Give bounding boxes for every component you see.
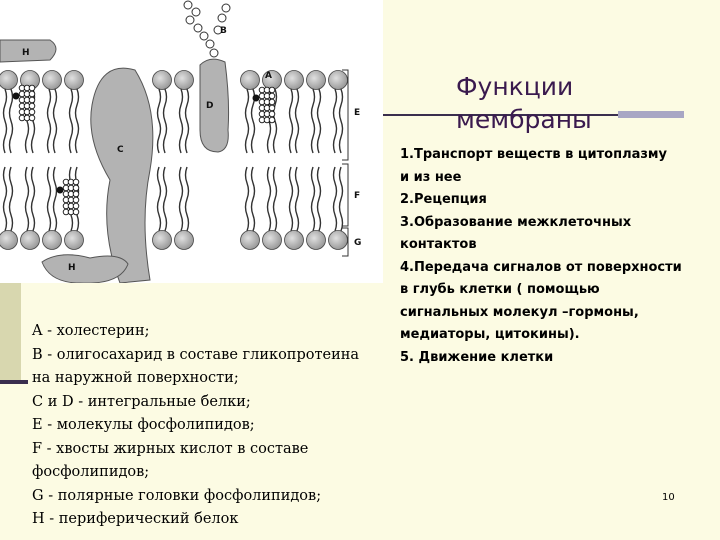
label-a: A xyxy=(265,71,272,81)
slide-title xyxy=(456,70,676,136)
cholesterol-ring xyxy=(29,109,35,115)
fatty-acid-tail xyxy=(54,89,57,153)
functions-line: 3.Образование межклеточных xyxy=(400,214,632,230)
fatty-acid-tail xyxy=(318,167,321,231)
label-d: D xyxy=(206,101,214,111)
fatty-acid-tail xyxy=(158,89,161,153)
phospholipid-head xyxy=(241,71,260,90)
label-g: G xyxy=(354,238,362,248)
fatty-acid-tail xyxy=(334,89,337,153)
fatty-acid-tail xyxy=(180,167,183,231)
fatty-acid-tail xyxy=(48,167,51,231)
fatty-acid-tail xyxy=(186,167,189,231)
fatty-acid-tail xyxy=(76,89,79,153)
fatty-acid-tail xyxy=(290,89,293,153)
legend-line: на наружной поверхности; xyxy=(32,370,239,386)
fatty-acid-tail xyxy=(4,89,7,153)
cholesterol-head xyxy=(253,95,260,102)
phospholipid-head xyxy=(175,231,194,250)
legend-line: C и D - интегральные белки; xyxy=(32,393,251,410)
fatty-acid-tail xyxy=(318,89,321,153)
fatty-acid-tail xyxy=(54,167,57,231)
olive-accent-block xyxy=(0,283,21,383)
legend-line: фосфолипидов; xyxy=(32,464,150,480)
functions-line: 2.Рецепция xyxy=(400,192,487,207)
phospholipid-head xyxy=(153,71,172,90)
cholesterol-ring xyxy=(29,85,35,91)
fatty-acid-tail xyxy=(32,167,35,231)
phospholipid-head xyxy=(43,71,62,90)
cholesterol-ring xyxy=(73,203,79,209)
functions-line: в глубь клетки ( помощью xyxy=(400,282,600,297)
left-accent-line xyxy=(0,380,28,384)
fatty-acid-tail xyxy=(180,89,183,153)
phospholipid-head xyxy=(285,231,304,250)
cholesterol-ring xyxy=(73,209,79,215)
phospholipid-head xyxy=(43,231,62,250)
cholesterol-ring xyxy=(29,103,35,109)
label-h-top: H xyxy=(22,48,30,58)
phospholipid-head xyxy=(329,71,348,90)
phospholipid-head xyxy=(0,71,18,90)
cholesterol-ring xyxy=(269,105,275,111)
label-e: E xyxy=(354,108,361,118)
label-c: C xyxy=(117,145,124,155)
cholesterol-head xyxy=(57,187,64,194)
diagram-legend xyxy=(32,320,384,532)
label-b: B xyxy=(220,26,227,36)
cholesterol-ring xyxy=(29,97,35,103)
functions-line: 4.Передача сигналов от поверхности xyxy=(400,259,682,275)
phospholipid-head xyxy=(307,71,326,90)
phospholipid-head xyxy=(153,231,172,250)
functions-line: и из нее xyxy=(400,169,462,185)
fatty-acid-tail xyxy=(312,89,315,153)
cholesterol-ring xyxy=(29,115,35,121)
cholesterol-cluster-1 xyxy=(13,85,35,121)
cholesterol-ring xyxy=(73,191,79,197)
legend-line: B - олигосахарид в составе гликопротеина xyxy=(32,346,360,363)
cholesterol-cluster-3 xyxy=(57,179,79,215)
cholesterol-cluster-2 xyxy=(253,87,275,123)
functions-list xyxy=(400,144,706,369)
cholesterol-head xyxy=(13,93,20,100)
label-h-bottom: H xyxy=(68,263,76,273)
fatty-acid-tail xyxy=(10,167,13,231)
functions-line: сигнальных молекул –гормоны, xyxy=(400,304,639,320)
phospholipid-head xyxy=(21,231,40,250)
membrane-diagram xyxy=(0,0,383,283)
fatty-acid-tail xyxy=(48,89,51,153)
cholesterol-ring xyxy=(73,179,79,185)
functions-line: медиаторы, цитокины). xyxy=(400,327,580,342)
fatty-acid-tail xyxy=(186,89,189,153)
legend-line: G - полярные головки фосфолипидов; xyxy=(32,487,322,504)
fatty-acid-tail xyxy=(164,89,167,153)
fatty-acid-tail xyxy=(10,89,13,153)
cholesterol-ring xyxy=(269,93,275,99)
fatty-acid-tail xyxy=(158,167,161,231)
fatty-acid-tail xyxy=(26,167,29,231)
fatty-acid-tail xyxy=(312,167,315,231)
functions-line: контактов xyxy=(400,237,477,252)
fatty-acid-tail xyxy=(70,89,73,153)
phospholipid-head xyxy=(329,231,348,250)
fatty-acid-tail xyxy=(246,167,249,231)
cholesterol-ring xyxy=(269,87,275,93)
cholesterol-ring xyxy=(269,117,275,123)
phospholipid-head xyxy=(65,231,84,250)
integral-protein-d xyxy=(200,59,229,152)
legend-line: E - молекулы фосфолипидов; xyxy=(32,417,255,433)
fatty-acid-tail xyxy=(296,89,299,153)
fatty-acid-tail xyxy=(274,167,277,231)
functions-line: 5. Движение клетки xyxy=(400,349,554,365)
cholesterol-ring xyxy=(269,111,275,117)
functions-line: 1.Транспорт веществ в цитоплазму xyxy=(400,147,668,162)
phospholipid-head xyxy=(241,231,260,250)
legend-line: F - хвосты жирных кислот в составе xyxy=(32,440,309,457)
cholesterol-ring xyxy=(73,185,79,191)
cholesterol-ring xyxy=(269,99,275,105)
fatty-acid-tail xyxy=(164,167,167,231)
title-line-1: Функции xyxy=(456,72,574,101)
legend-line: H - периферический белок xyxy=(32,511,239,527)
peripheral-protein-bottom xyxy=(42,255,128,283)
phospholipid-head xyxy=(0,231,18,250)
phospholipid-head xyxy=(65,71,84,90)
cholesterol-ring xyxy=(29,91,35,97)
phospholipid-head xyxy=(285,71,304,90)
fatty-acid-tail xyxy=(340,89,343,153)
fatty-acid-tail xyxy=(246,89,249,153)
fatty-acid-tail xyxy=(4,167,7,231)
integral-protein-c xyxy=(91,68,153,283)
membrane-illustration xyxy=(0,0,383,283)
phospholipid-head xyxy=(263,231,282,250)
title-line-2: мембраны xyxy=(456,105,592,134)
phospholipid-head xyxy=(307,231,326,250)
fatty-acid-tail xyxy=(252,167,255,231)
fatty-acid-tail xyxy=(290,167,293,231)
fatty-acid-tail xyxy=(268,167,271,231)
cholesterol-ring xyxy=(73,197,79,203)
page-number: 10 xyxy=(662,492,675,503)
fatty-acid-tail xyxy=(296,167,299,231)
phospholipid-head xyxy=(175,71,194,90)
fatty-acid-tail xyxy=(334,167,337,231)
label-f: F xyxy=(354,191,361,201)
legend-line: A - холестерин; xyxy=(32,323,150,339)
fatty-acid-tail xyxy=(340,167,343,231)
